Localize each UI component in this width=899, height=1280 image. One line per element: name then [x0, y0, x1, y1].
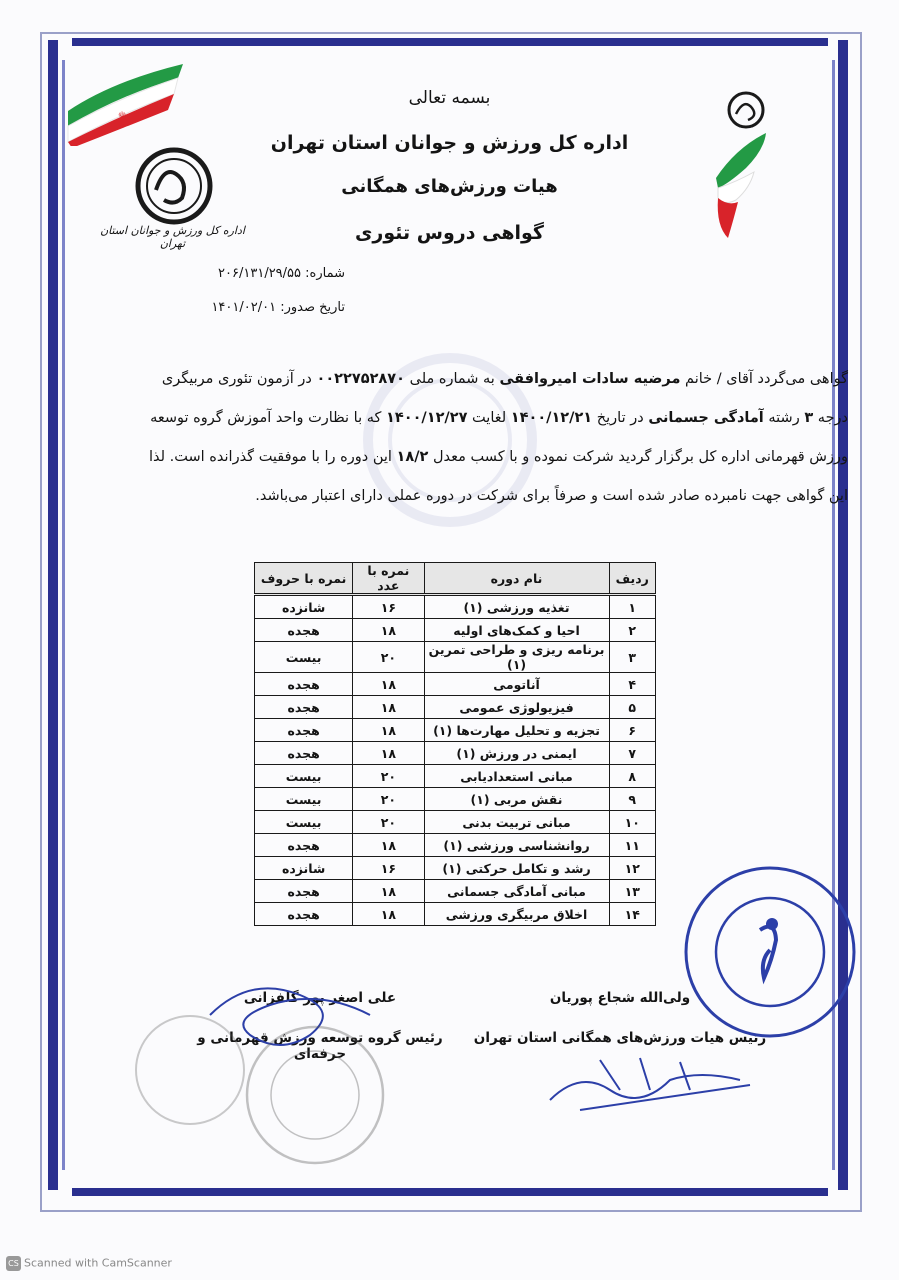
- grade-number-cell: ۲۰: [353, 788, 424, 811]
- table-row: [255, 742, 656, 765]
- body-text-4: رشته: [768, 410, 800, 426]
- table-row: [255, 788, 656, 811]
- grade-word-cell: بیست: [255, 811, 353, 834]
- grade-number-cell: ۱۸: [353, 719, 424, 742]
- course-name-cell: آناتومی: [424, 673, 609, 696]
- col-header-grade-number: نمره با عدد: [353, 563, 424, 595]
- certificate-text: [128, 360, 848, 516]
- body-text-2: به شماره ملی: [409, 371, 495, 387]
- frame-left-band: [48, 40, 58, 1190]
- grade-word-cell: هجده: [255, 619, 353, 642]
- coach-degree: ۳: [804, 410, 814, 426]
- grade-number-cell: ۱۸: [353, 673, 424, 696]
- table-row: [255, 811, 656, 834]
- grade-number-cell: ۱۸: [353, 696, 424, 719]
- body-text-1: گواهی می‌گردد آقای / خانم: [685, 371, 848, 387]
- signatory-left-name: علی اصغر پور گلفزانی: [243, 990, 397, 1006]
- recipient-name: مرضیه سادات امیروافقی: [499, 371, 681, 387]
- table-row: [255, 696, 656, 719]
- grade-word-cell: هجده: [255, 719, 353, 742]
- table-row: [255, 903, 656, 926]
- grade-number-cell: ۱۸: [353, 880, 424, 903]
- table-row: [255, 673, 656, 696]
- course-name-cell: تغذیه ورزشی (۱): [424, 595, 609, 619]
- grade-number-cell: ۲۰: [353, 765, 424, 788]
- grade-word-cell: بیست: [255, 642, 353, 673]
- row-number-cell: ۶: [609, 719, 656, 742]
- course-name-cell: رشد و تکامل حرکتی (۱): [424, 857, 609, 880]
- course-name-cell: فیزیولوژی عمومی: [424, 696, 609, 719]
- grade-number-cell: ۱۶: [353, 857, 424, 880]
- table-row: [255, 719, 656, 742]
- table-row: [255, 834, 656, 857]
- row-number-cell: ۴: [609, 673, 656, 696]
- grade-word-cell: بیست: [255, 765, 353, 788]
- ministry-caption: اداره کل ورزش و جوانان استان تهران: [100, 224, 245, 250]
- grade-number-cell: ۱۸: [353, 742, 424, 765]
- col-header-row-number: ردیف: [609, 563, 656, 595]
- date-to: ۱۴۰۰/۱۲/۲۷: [386, 410, 468, 426]
- stamp-right-icon: [680, 860, 860, 1045]
- date-from: ۱۴۰۰/۱۲/۲۱: [510, 410, 593, 426]
- row-number-cell: ۵: [609, 696, 656, 719]
- board-title: هیات ورزش‌های همگانی: [341, 176, 558, 197]
- grade-number-cell: ۲۰: [353, 642, 424, 673]
- col-header-course-name: نام دوره: [424, 563, 609, 595]
- body-text-7: که با نظارت واحد آموزش گروه توسعه ورزش قهرمانی اداره کل برگزار گردید شرکت نموده و با کسب معدل: [150, 410, 848, 465]
- row-number-cell: ۱۱: [609, 834, 656, 857]
- grade-word-cell: هجده: [255, 880, 353, 903]
- grade-word-cell: هجده: [255, 696, 353, 719]
- course-name-cell: تجزیه و تحلیل مهارت‌ها (۱): [424, 719, 609, 742]
- grade-word-cell: هجده: [255, 834, 353, 857]
- grade-word-cell: هجده: [255, 742, 353, 765]
- course-name-cell: ایمنی در ورزش (۱): [424, 742, 609, 765]
- table-row: [255, 595, 656, 619]
- grade-number-cell: ۱۸: [353, 834, 424, 857]
- grade-word-cell: بیست: [255, 788, 353, 811]
- scanner-text: Scanned with CamScanner: [24, 1256, 172, 1270]
- col-header-grade-word: نمره با حروف: [255, 563, 353, 595]
- body-text-5: در تاریخ: [596, 410, 644, 426]
- letter-number: شماره: ۲۰۶/۱۳۱/۲۹/۵۵: [218, 266, 345, 281]
- course-name-cell: نقش مربی (۱): [424, 788, 609, 811]
- signature-right-icon: [540, 1050, 770, 1120]
- course-name-cell: اخلاق مربیگری ورزشی: [424, 903, 609, 926]
- course-name-cell: روانشناسی ورزشی (۱): [424, 834, 609, 857]
- average-grade: ۱۸/۲: [396, 449, 429, 465]
- body-text-6: لغایت: [472, 410, 507, 426]
- row-number-cell: ۲: [609, 619, 656, 642]
- table-header-row: [255, 563, 656, 595]
- row-number-cell: ۸: [609, 765, 656, 788]
- issue-date: تاریخ صدور: ۱۴۰۱/۰۲/۰۱: [211, 300, 345, 315]
- row-number-cell: ۹: [609, 788, 656, 811]
- grade-number-cell: ۱۸: [353, 903, 424, 926]
- grades-table: [254, 562, 656, 926]
- course-name-cell: احیا و کمک‌های اولیه: [424, 619, 609, 642]
- signatory-right-title: رئیس هیات ورزش‌های همگانی استان تهران: [473, 1030, 767, 1046]
- field-name: آمادگی جسمانی: [648, 410, 764, 426]
- signatory-right-name: ولی‌الله شجاع پوریان: [549, 990, 691, 1006]
- national-id: ۰۰۲۲۷۵۲۸۷۰: [316, 371, 405, 387]
- scanner-watermark: [6, 1256, 172, 1271]
- body-text-3: در آزمون تئوری مربیگری درجه: [161, 371, 848, 426]
- row-number-cell: ۷: [609, 742, 656, 765]
- grade-word-cell: شانزده: [255, 595, 353, 619]
- row-number-cell: ۱۲: [609, 857, 656, 880]
- row-number-cell: ۱۴: [609, 903, 656, 926]
- row-number-cell: ۱: [609, 595, 656, 619]
- row-number-cell: ۳: [609, 642, 656, 673]
- course-name-cell: مبانی تربیت بدنی: [424, 811, 609, 834]
- course-name-cell: برنامه ریزی و طراحی تمرین (۱): [424, 642, 609, 673]
- invocation: بسمه تعالی: [408, 88, 491, 108]
- row-number-cell: ۱۳: [609, 880, 656, 903]
- organization-title: اداره کل ورزش و جوانان استان تهران: [270, 132, 629, 154]
- grade-number-cell: ۲۰: [353, 811, 424, 834]
- grade-word-cell: شانزده: [255, 857, 353, 880]
- table-row: [255, 619, 656, 642]
- grade-word-cell: هجده: [255, 673, 353, 696]
- frame-bottom-band: [72, 1188, 828, 1196]
- page-title: گواهی دروس تئوری: [355, 222, 544, 244]
- row-number-cell: ۱۰: [609, 811, 656, 834]
- stamp-left-icon: [240, 1020, 390, 1170]
- stamp-far-left-icon: [130, 1010, 250, 1130]
- svg-text:☫: ☫: [118, 111, 127, 121]
- table-row: [255, 880, 656, 903]
- camscanner-icon: CS: [6, 1256, 21, 1271]
- grade-word-cell: هجده: [255, 903, 353, 926]
- table-row: [255, 857, 656, 880]
- signatory-left-title: رئیس گروه توسعه ورزش قهرمانی و حرفه‌ای: [197, 1030, 443, 1062]
- grade-number-cell: ۱۶: [353, 595, 424, 619]
- table-row: [255, 642, 656, 673]
- table-row: [255, 765, 656, 788]
- frame-top-band: [72, 38, 828, 46]
- course-name-cell: مبانی آمادگی جسمانی: [424, 880, 609, 903]
- body-text-8: این دوره را با موفقیت گذرانده است. لذا این گواهی جهت نامبرده صادر شده است و صرفاً برای شرکت در دوره عملی دارای اعتبار می‌باشد.: [149, 449, 848, 504]
- course-name-cell: مبانی استعدادیابی: [424, 765, 609, 788]
- grade-number-cell: ۱۸: [353, 619, 424, 642]
